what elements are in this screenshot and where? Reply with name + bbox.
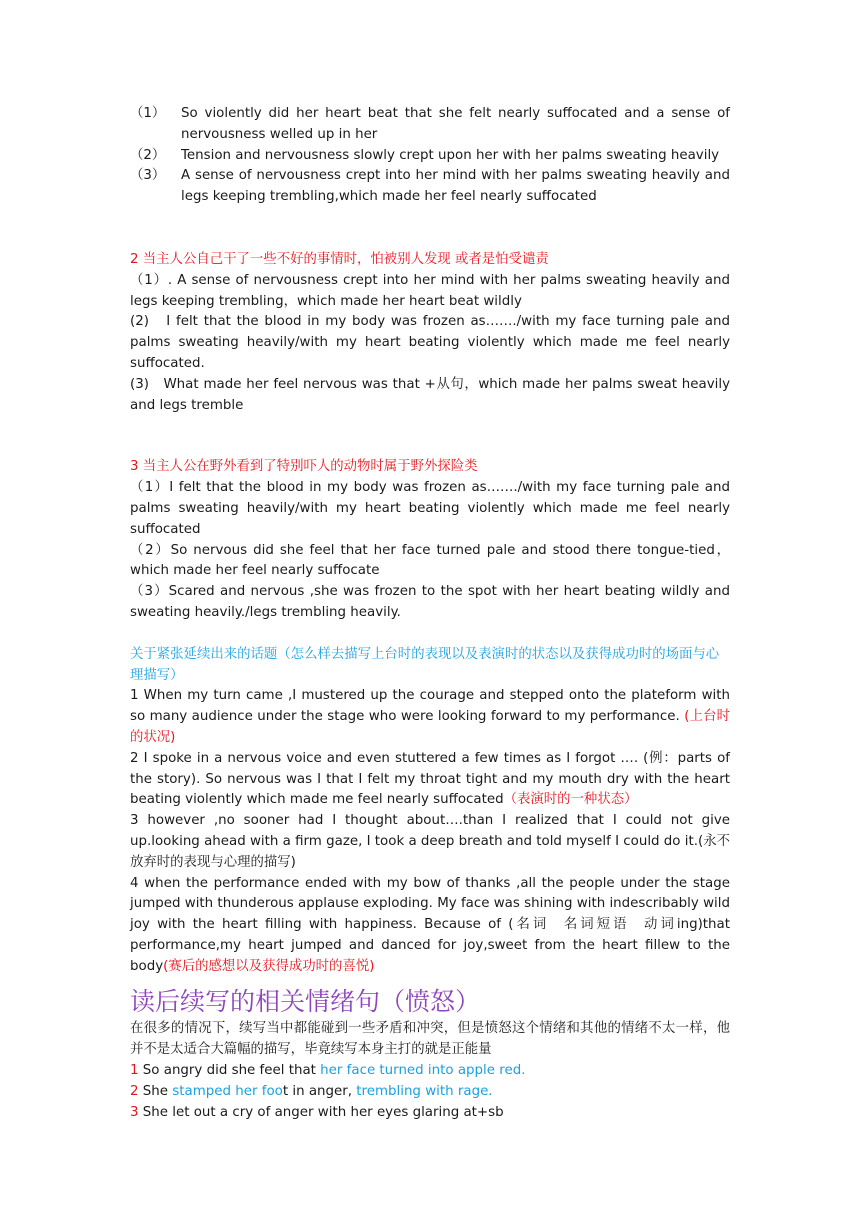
section-fear-of-discovery <box>130 250 730 416</box>
list-item <box>130 146 730 167</box>
section-wild-animals <box>130 457 730 623</box>
paragraph <box>130 749 730 811</box>
list-item: （1）. A sense of nervousness crept into her mind with her palms sweating heavily and legs keeping trembling，which made her heart beat wildly <box>130 272 730 309</box>
paragraph-note: (上台时的状况) <box>130 709 730 745</box>
item-number: 3 <box>130 1104 139 1120</box>
section-nervous-general <box>130 104 730 208</box>
list-item: （3）Scared and nervous ,she was frozen to the spot with her heart beating wildly and sweating heavily./legs trembling heavily. <box>130 584 730 620</box>
section-heading: 2 当主人公自己干了一些不好的事情时，怕被别人发现 或者是怕受谴责 <box>130 251 549 267</box>
item-text: t in anger, <box>282 1083 357 1099</box>
paragraph <box>130 874 730 978</box>
paragraph-text: 1 When my turn came ,I mustered up the courage and stepped onto the plateform with so many audience under the stage who were looking forward to my performance. <box>130 688 730 725</box>
item-highlight: trembling with rage. <box>356 1083 493 1099</box>
item-text: So violently did her heart beat that she felt nearly suffocated and a sense of nervousness welled up in her <box>181 106 730 142</box>
list-item <box>130 166 730 208</box>
item-number: （1） <box>130 106 166 121</box>
paragraph: 3 however ,no sooner had I thought about….than I realized that I could not give up.looking ahead with a firm gaze, I took a deep breath and told myself I could do it.(永不放弃时的表现与心理的描写) <box>130 813 730 870</box>
item-number: （2） <box>130 147 166 163</box>
section-heading: 3 当主人公在野外看到了特别吓人的动物时属于野外探险类 <box>130 459 478 475</box>
item-number: 2 <box>130 1083 139 1099</box>
intro-paragraph: 在很多的情况下，续写当中都能碰到一些矛盾和冲突，但是愤怒这个情绪和其他的情绪不太一样，他并不是太适合大篇幅的描写，毕竟续写本身主打的就是正能量 <box>130 1021 730 1058</box>
item-text: She <box>138 1083 173 1099</box>
paragraph <box>130 686 730 748</box>
item-text: A sense of nervousness crept into her mind with her palms sweating heavily and legs keeping trembling,which made her feel nearly suffocated <box>181 168 730 205</box>
item-text: So angry did she feel that <box>138 1063 321 1079</box>
paragraph-note: (赛后的感想以及获得成功时的喜悦) <box>163 958 375 974</box>
list-item: （1）I felt that the blood in my body was frozen as……./with my face turning pale and palms sweating heavily/with my heart beating violently which made me feel nearly suffocated <box>130 480 730 537</box>
list-item: (2) I felt that the blood in my body was frozen as……./with my face turning pale and palms sweating heavily/with my heart beating violently which made me feel nearly suffocated. <box>130 314 730 371</box>
section-anger <box>130 985 730 1123</box>
paragraph-note: （表演时的一种状态） <box>503 792 638 808</box>
section-performance <box>130 645 730 978</box>
section-title: 读后续写的相关情绪句（愤怒） <box>130 987 481 1017</box>
item-text: She let out a cry of anger with her eyes glaring at+sb <box>138 1104 504 1120</box>
item-text: Tension and nervousness slowly crept upon her with her palms sweating heavily <box>181 147 720 163</box>
section-heading: 关于紧张延续出来的话题（怎么样去描写上台时的表现以及表演时的状态以及获得成功时的场面与心理描写） <box>130 646 720 683</box>
item-highlight: stamped her foo <box>172 1083 283 1099</box>
paragraph-text: 4 when the performance ended with my bow of thanks ,all the people under the stage jumped with thunderous applause exploding. My face was shining with indescribably wild joy with the heart filling with happiness. Because of (名词 名词短语 动词ing)that performance,my heart jumped and danced for joy,sweet from the heart fillew to the body <box>130 875 730 974</box>
list-item: (3) What made her feel nervous was that +从句，which made her palms sweat heavily and legs tremble <box>130 376 730 413</box>
document-page <box>130 104 730 1123</box>
list-item <box>130 1061 730 1082</box>
item-number: 1 <box>130 1063 139 1079</box>
list-item <box>130 104 730 146</box>
paragraph-text: 2 I spoke in a nervous voice and even stuttered a few times as I forgot …. (例：parts of the story). So nervous was I that I felt my throat tight and my mouth dry with the heart beating violently which made me feel nearly suffocated <box>130 750 730 808</box>
list-item <box>130 1082 730 1103</box>
list-item: （2）So nervous did she feel that her face turned pale and stood there tongue-tied，which made her feel nearly suffocate <box>130 542 730 579</box>
list-item <box>130 1103 730 1124</box>
item-highlight: her face turned into apple red. <box>320 1063 526 1079</box>
item-number: （3） <box>130 168 166 184</box>
